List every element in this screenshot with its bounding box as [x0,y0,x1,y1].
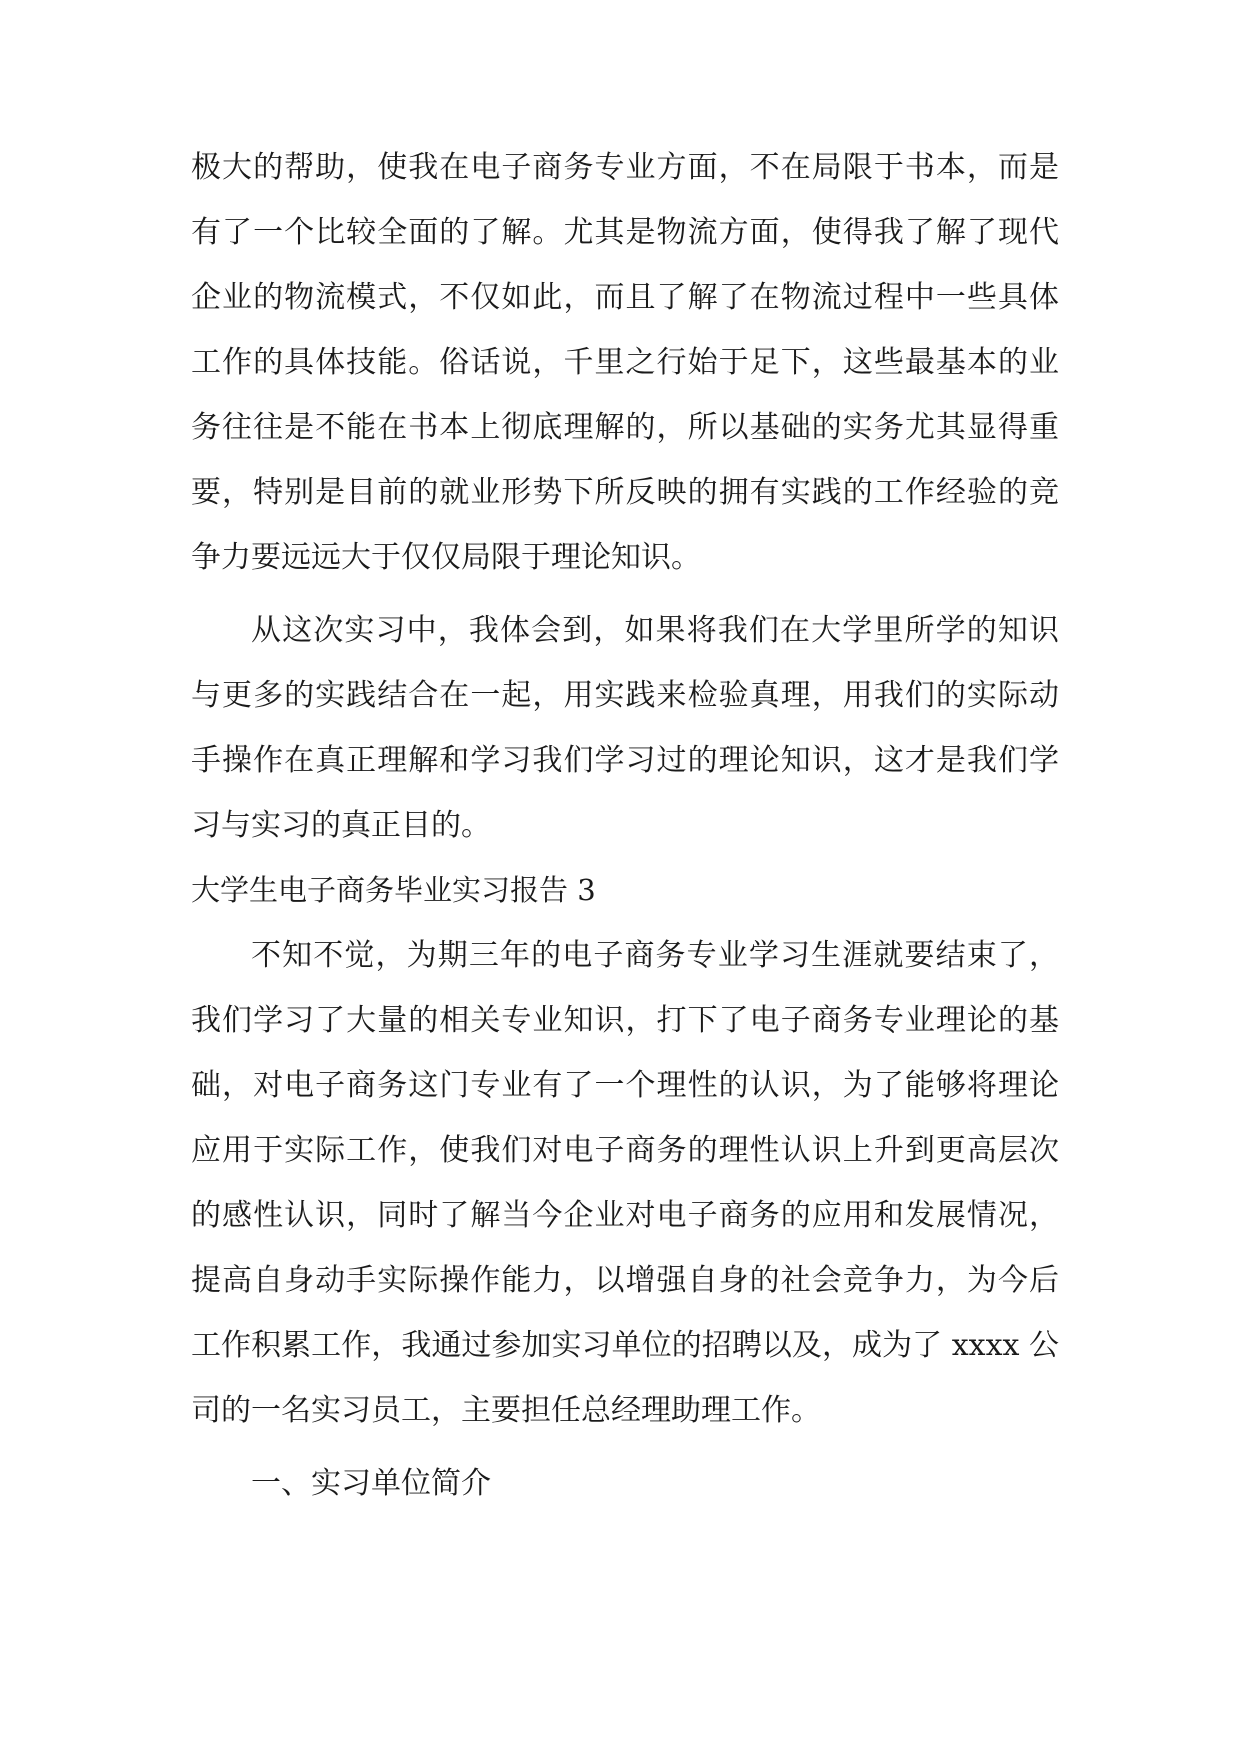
paragraph-internship-reflection: 从这次实习中，我体会到，如果将我们在大学里所学的知识与更多的实践结合在一起，用实践来检验真理，用我们的实际动手操作在真正理解和学习我们学习过的理论知识，这才是我们学习与实习的真正目的。 [191,613,1059,843]
document-body [191,135,1059,1516]
paragraph-continuation: 极大的帮助，使我在电子商务专业方面，不在局限于书本，而是有了一个比较全面的了解。尤其是物流方面，使得我了解了现代企业的物流模式，不仅如此，而且了解了在物流过程中一些具体工作的具体技能。俗话说，千里之行始于足下，这些最基本的业务往往是不能在书本上彻底理解的，所以基础的实务尤其显得重要，特别是目前的就业形势下所反映的拥有实践的工作经验的竞争力要远远大于仅仅局限于理论知识。 [191,150,1059,575]
report-heading: 大学生电子商务毕业实习报告 3 [191,873,596,907]
section-heading-company-intro: 一、实习单位简介 [251,1466,491,1501]
paragraph-report-intro: 不知不觉，为期三年的电子商务专业学习生涯就要结束了，我们学习了大量的相关专业知识，打下了电子商务专业理论的基础，对电子商务这门专业有了一个理性的认识，为了能够将理论应用于实际工作，使我们对电子商务的理性认识上升到更高层次的感性认识，同时了解当今企业对电子商务的应用和发展情况，提高自身动手实际操作能力，以增强自身的社会竞争力，为今后工作积累工作，我通过参加实习单位的招聘以及，成为了 xxxx 公司的一名实习员工，主要担任总经理助理工作。 [191,938,1059,1428]
